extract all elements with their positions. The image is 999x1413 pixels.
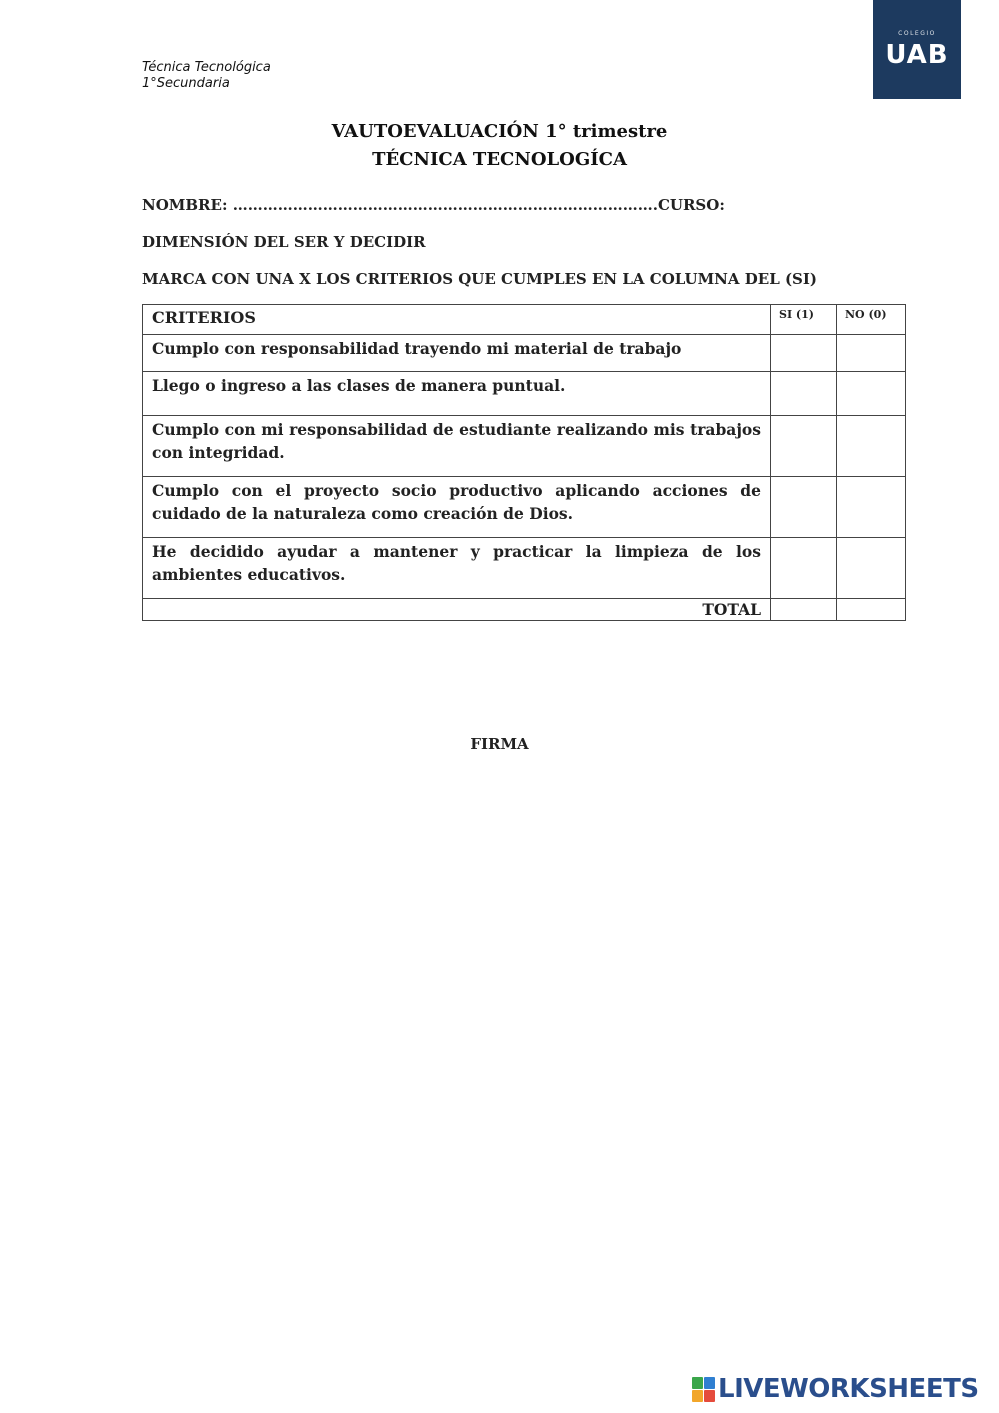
signature-label: FIRMA [470,735,529,753]
name-course-line: NOMBRE: ………………………………………………………………………….CURSO: [142,196,725,214]
header-criterios: CRITERIOS [143,305,771,335]
grade-label: 1°Secundaria [142,76,230,91]
document-subtitle: TÉCNICA TECNOLOGÍCA [372,149,627,170]
criterion-text: Cumplo con responsabilidad trayendo mi material de trabajo [143,335,771,372]
header-si: SI (1) [771,305,837,335]
liveworksheets-watermark [692,1375,979,1403]
instruction-text: MARCA CON UNA X LOS CRITERIOS QUE CUMPLES EN LA COLUMNA DEL (SI) [142,270,817,288]
table-row [143,372,906,416]
school-logo [873,0,961,99]
liveworksheets-text: LIVEWORKSHEETS [718,1374,979,1404]
logo-text: UAB [885,40,949,70]
table-header-row [143,305,906,335]
no-cell[interactable] [837,416,906,477]
criterion-text: Llego o ingreso a las clases de manera puntual. [143,372,771,416]
document-title: VAUTOEVALUACIÓN 1° trimestre [331,121,668,142]
subject-header [142,60,271,92]
table-row [143,477,906,538]
si-cell[interactable] [771,416,837,477]
dimension-heading: DIMENSIÓN DEL SER Y DECIDIR [142,233,426,251]
table-row [143,335,906,372]
total-row [143,599,906,621]
criterion-text: He decidido ayudar a mantener y practicar la limpieza de los ambientes educativos. [143,538,771,599]
subject-name: Técnica Tecnológica [142,60,271,75]
criterion-text: Cumplo con mi responsabilidad de estudiante realizando mis trabajos con integridad. [143,416,771,477]
criteria-table [142,304,906,621]
table-row [143,416,906,477]
si-cell[interactable] [771,335,837,372]
criterion-text: Cumplo con el proyecto socio productivo aplicando acciones de cuidado de la naturaleza como creación de Dios. [143,477,771,538]
no-cell[interactable] [837,538,906,599]
total-si-cell[interactable] [771,599,837,621]
table-row [143,538,906,599]
si-cell[interactable] [771,372,837,416]
total-label: TOTAL [143,599,771,621]
si-cell[interactable] [771,538,837,599]
si-cell[interactable] [771,477,837,538]
logo-small-text: COLEGIO [898,30,936,37]
no-cell[interactable] [837,335,906,372]
total-no-cell[interactable] [837,599,906,621]
liveworksheets-icon [692,1377,715,1402]
header-no: NO (0) [837,305,906,335]
no-cell[interactable] [837,372,906,416]
no-cell[interactable] [837,477,906,538]
